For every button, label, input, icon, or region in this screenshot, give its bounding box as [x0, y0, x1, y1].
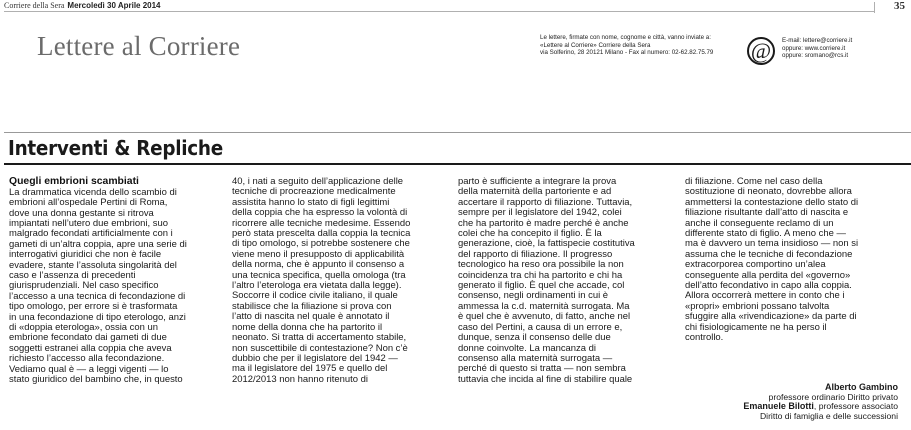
article-column-3	[458, 177, 663, 385]
text-line: di tipo omologo, si potrebbe sostenere che	[232, 238, 410, 250]
article-headline: Quegli embrioni scambiati	[9, 176, 139, 187]
contact-alt-email: oppure: sromano@rcs.it	[782, 52, 849, 60]
text-line: «propri» embrioni possano talvolta	[685, 300, 830, 312]
text-line: sempre per il legislatore del 1942, colei	[458, 207, 622, 219]
text-line: caso del Pertini, a causa di un errore e,	[458, 321, 623, 333]
text-line: generazione, cioè, la fattispecie costitutiva	[458, 238, 635, 250]
text-line: è quel che è avvenuto, di fatto, anche nel	[458, 311, 631, 323]
contact-info	[782, 37, 852, 60]
text-line: embrioni all’ospedale Pertini di Roma,	[9, 197, 168, 209]
text-line: assuma che le tecniche di fecondazione	[685, 248, 853, 260]
text-line: che ha partorito è madre perché è anche	[458, 217, 629, 229]
text-line: una tecnica specifica, quella omologa (tra	[232, 269, 406, 281]
text-line: della maternità della partoriente e ad	[458, 186, 612, 198]
rubric-bottom-rule	[4, 163, 911, 165]
page-number-divider	[874, 2, 875, 13]
submission-line: «Lettere al Corriere» Corriere della Sera	[540, 41, 651, 49]
text-line: però stata prescelta dalla coppia la tecnica	[232, 228, 411, 240]
text-line: evadere, stante l’assoluta singolarità del	[9, 259, 177, 271]
text-line: giurisprudenziali. Nel caso specifico	[9, 280, 159, 292]
text-line: embrione fecondato dai gameti di due	[9, 332, 167, 344]
text-line: neonato. Si tratta di accertamento stabile,	[232, 332, 407, 344]
text-line: della coppia che ha espresso la volontà di	[232, 207, 408, 219]
text-line: Vediamo qual è — a leggi vigenti — lo	[9, 363, 169, 375]
text-line: di «doppia eterologa», ossia con un	[9, 322, 159, 334]
text-line: perché di questo si tratta — non sembra	[458, 363, 626, 375]
text-line: caso e l’assenza di precedenti	[9, 270, 136, 282]
text-line: di filiazione. Come nel caso della	[685, 176, 823, 187]
text-line: parto è sufficiente a integrare la prova	[458, 176, 617, 187]
text-line: consenso alla maternità surrogata —	[458, 352, 613, 364]
text-line: della norma, che è appunto il consenso a	[232, 259, 405, 271]
text-line: viene meno il presupposto di applicabilità	[232, 248, 405, 260]
text-line: accertare il rapporto di filiazione. Tuttavia,	[458, 196, 633, 208]
text-line: tecniche di procreazione medicalmente	[232, 186, 396, 198]
submission-line: via Solferino, 28 20121 Milano - Fax al numero: 02-62.82.75.79	[540, 49, 714, 57]
text-line: consenso, negli ordinamenti in cui è	[458, 290, 609, 302]
text-line: ma il legislatore del 1975 e quello del	[232, 363, 388, 375]
article-column-4	[685, 177, 890, 344]
rubric-top-rule	[4, 132, 911, 133]
text-line: colei che ha concepito il figlio. È la	[458, 228, 602, 240]
issue-date: Mercoledì 30 Aprile 2014	[67, 1, 161, 10]
text-line: coincidenza tra chi ha partorito e chi ha	[458, 269, 623, 281]
text-line: dove una donna gestante si ritrova	[9, 207, 154, 219]
text-line: anche il conseguente reclamo di un	[685, 217, 834, 229]
submission-info	[540, 34, 750, 57]
text-line: dunque, senza il consenso delle due	[458, 332, 611, 344]
text-line: dubbio che per il legislatore del 1942 —	[232, 352, 398, 364]
text-line: differente stato di figlio. A meno che —	[685, 228, 846, 240]
article-column-1	[9, 177, 214, 386]
text-line: tipo omologo, per errore si è trasformata	[9, 301, 178, 313]
text-line: La drammatica vicenda dello scambio di	[9, 186, 177, 198]
contact-website: oppure: www.corriere.it	[782, 44, 846, 52]
text-line: dell’atto fecondativo in capo alla coppia.	[685, 280, 852, 292]
contact-email: E-mail: lettere@corriere.it	[782, 37, 853, 44]
text-line: ma è davvero un tema insidioso — non si	[685, 238, 859, 250]
text-line: gameti di un’altra coppia, apre una serie di	[9, 238, 187, 250]
coauthor-role: , professore associato	[813, 401, 898, 412]
author-role: professore ordinario Diritto privato	[768, 391, 898, 402]
text-line: ammettersi la contestazione dello stato di	[685, 196, 859, 208]
article-signature	[743, 383, 898, 421]
section-title: Lettere al Corriere	[37, 31, 241, 61]
text-line: l’altro l’eterologa era vietata dalla legge).	[232, 280, 402, 292]
text-line: sostituzione di neonato, dovrebbe allora	[685, 186, 852, 198]
submission-line: Le lettere, firmate con nome, cognome e città, vanno inviate a:	[540, 34, 711, 41]
text-line: l’accesso a una tecnica di fecondazione di	[9, 290, 186, 302]
text-line: filiazione risultante dall’atto di nascita e	[685, 207, 849, 219]
text-line: malgrado fecondati artificialmente con i	[9, 228, 173, 240]
at-sign-icon: @	[747, 37, 775, 65]
text-line: impiantati nell’utero due embrioni, suo	[9, 218, 168, 230]
text-line: conseguente alla perdita del «governo»	[685, 269, 851, 281]
text-line: Soccorre il codice civile italiano, il quale	[232, 290, 398, 302]
text-line: 2012/2013 non hanno ritenuto di	[232, 373, 368, 385]
coauthor-name: Emanuele Bilotti	[743, 401, 814, 412]
text-line: tuttavia che incida al fine di stabilire quale	[458, 373, 633, 385]
text-line: assistita hanno lo stato di figli legittimi	[232, 196, 390, 208]
text-line: richiesto l’accesso alla fecondazione.	[9, 353, 165, 365]
text-line: in una fecondazione di tipo eterologo, anzi	[9, 311, 186, 323]
text-line: stabilisce che la filiazione si prova con	[232, 300, 392, 312]
text-line: sfuggire alla «rivendicazione» da parte di	[685, 311, 857, 323]
author-name: Alberto Gambino	[824, 382, 898, 392]
text-line: soggetti estranei alla coppia che aveva	[9, 342, 172, 354]
text-line: del rapporto di filiazione. Il progresso	[458, 248, 613, 260]
text-line: controllo.	[685, 332, 724, 344]
text-line: nome della donna che ha partorito il	[232, 321, 383, 333]
article-column-2	[232, 177, 437, 385]
text-line: extracorporea comportino un’alea	[685, 259, 826, 271]
text-line: non suscettibile di contestazione? Non c’è	[232, 342, 408, 354]
text-line: stato giuridico del bambino che, in questo	[9, 374, 183, 386]
text-line: tecnologico ha reso ora possibile la non	[458, 259, 624, 271]
text-line: interrogativi giuridici che non è facile	[9, 249, 162, 261]
text-line: ricorrere alle tecniche medesime. Essendo	[232, 217, 411, 229]
top-divider	[4, 11, 874, 12]
text-line: chi fisiologicamente ne ha perso il	[685, 321, 827, 333]
text-line: donne coinvolte. La mancanza di	[458, 342, 596, 354]
newspaper-name: Corriere della Sera Mercoledì 30 Aprile 2014	[4, 1, 161, 10]
coauthor-role-detail: Diritto di famiglia e delle successioni	[759, 410, 898, 421]
text-line: 40, i nati a seguito dell’applicazione delle	[232, 176, 404, 187]
page-number: 35	[894, 0, 905, 12]
rubric-title: Interventi & Repliche	[8, 136, 223, 160]
text-line: l’atto di nascita nel quale è annotato il	[232, 311, 390, 323]
text-line: generato il figlio. È quel che accade, col	[458, 280, 625, 292]
text-line: ammessa la c.d. maternità surrogata. Ma	[458, 300, 630, 312]
text-line: Allora occorrerà mettere in conto che i	[685, 290, 845, 302]
